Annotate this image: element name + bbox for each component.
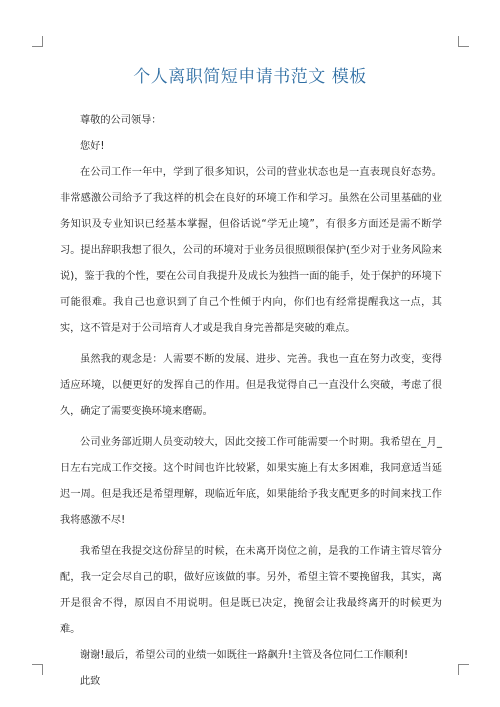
crop-mark-top-left (32, 36, 43, 47)
crop-mark-bottom-right (458, 664, 469, 675)
document-title: 个人离职简短申请书范文 模板 (133, 67, 367, 87)
paragraph-1: 在公司工作一年中，学到了很多知识，公司的营业状态也是一直表现良好态势。非常感激公司给予了我这样的机会在良好的环境工作和学习。虽然在公司里基础的业务知识及专业知识已经基本掌握，但俗话说“学无止境”，有很多方面还是需不断学习。提出辞职我想了很久，公司的环境对于业务员很照顾很保护(至少对于业务风险来说)，鉴于我的个性，要在公司自我提升及成长为独挡一面的能手，处于保护的环境下可能很难。我自己也意识到了自己个性倾于内向，你们也有经常提醒我这一点，其实，这不管是对于公司培育人才或是我自身完善都是突破的难点。 (60, 167, 442, 334)
crop-mark-bottom-left (32, 664, 43, 675)
greeting: 您好! (80, 141, 105, 152)
paragraph-2: 虽然我的观念是：人需要不断的发展、进步、完善。我也一直在努力改变，变得适应环境，以便更好的发挥自己的作用。但是我觉得自己一直没什么突破，考虑了很久，确定了需要变换环境来磨砺。 (60, 354, 442, 417)
salutation: 尊敬的公司领导： (80, 115, 162, 126)
paragraph-5: 谢谢!最后，希望公司的业绩一如既往一路飙升!主管及各位同仁工作顺利! (80, 650, 409, 661)
document-body (60, 108, 442, 695)
paragraph-3: 公司业务部近期人员变动较大，因此交接工作可能需要一个时期。我希望在_月_日左右完成工作交接。这个时间也许比较紧，如果实施上有太多困难，我同意适当延迟一周。但是我还是希望理解，现临近年底，如果能给予我支配更多的时间来找工作我将感激不尽! (60, 437, 442, 526)
crop-mark-top-right (458, 36, 469, 47)
paragraph-4: 我希望在我提交这份辞呈的时候，在未离开岗位之前，是我的工作请主管尽管分配，我一定会尽自己的职，做好应该做的事。另外，希望主管不要挽留我，其实，离开是很舍不得，原因自不用说明。但是既已决定，挽留会让我最终离开的时候更为难。 (60, 546, 442, 635)
closing: 此致 (80, 676, 101, 687)
